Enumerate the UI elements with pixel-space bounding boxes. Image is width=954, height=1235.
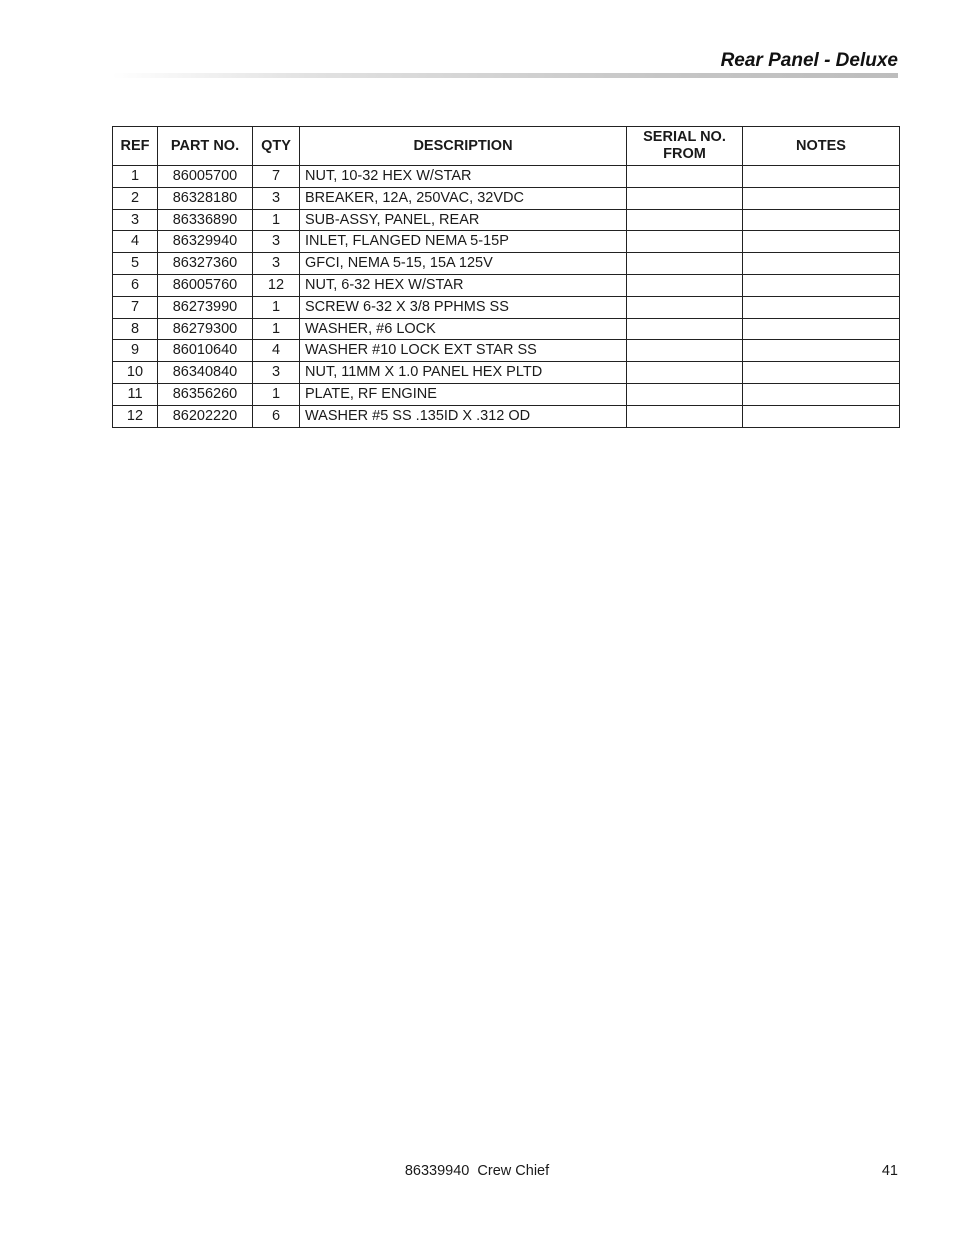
- cell-serial-no-from: [627, 166, 743, 188]
- cell-qty: 1: [253, 296, 300, 318]
- cell-qty: 3: [253, 187, 300, 209]
- cell-notes: [743, 405, 900, 427]
- cell-notes: [743, 187, 900, 209]
- cell-serial-no-from: [627, 231, 743, 253]
- cell-description: WASHER, #6 LOCK: [300, 318, 627, 340]
- page-title: Rear Panel - Deluxe: [720, 50, 898, 71]
- cell-serial-no-from: [627, 405, 743, 427]
- column-header-description: DESCRIPTION: [300, 127, 627, 166]
- cell-ref: 12: [113, 405, 158, 427]
- column-header-ref: REF: [113, 127, 158, 166]
- cell-ref: 11: [113, 383, 158, 405]
- cell-part-no: 86340840: [158, 362, 253, 384]
- cell-notes: [743, 253, 900, 275]
- cell-description: GFCI, NEMA 5-15, 15A 125V: [300, 253, 627, 275]
- table-row: [113, 274, 900, 296]
- cell-part-no: 86356260: [158, 383, 253, 405]
- cell-part-no: 86327360: [158, 253, 253, 275]
- table-row: [113, 253, 900, 275]
- cell-notes: [743, 383, 900, 405]
- cell-ref: 4: [113, 231, 158, 253]
- cell-description: SCREW 6-32 X 3/8 PPHMS SS: [300, 296, 627, 318]
- cell-qty: 6: [253, 405, 300, 427]
- parts-table: [112, 126, 900, 428]
- cell-qty: 3: [253, 362, 300, 384]
- cell-ref: 1: [113, 166, 158, 188]
- cell-ref: 3: [113, 209, 158, 231]
- cell-ref: 2: [113, 187, 158, 209]
- footer-document-label: 86339940 Crew Chief: [404, 1163, 550, 1179]
- cell-qty: 7: [253, 166, 300, 188]
- column-header-part-no: PART NO.: [158, 127, 253, 166]
- cell-ref: 6: [113, 274, 158, 296]
- cell-qty: 12: [253, 274, 300, 296]
- cell-notes: [743, 318, 900, 340]
- cell-serial-no-from: [627, 253, 743, 275]
- cell-description: WASHER #5 SS .135ID X .312 OD: [300, 405, 627, 427]
- cell-serial-no-from: [627, 318, 743, 340]
- cell-description: SUB-ASSY, PANEL, REAR: [300, 209, 627, 231]
- cell-part-no: 86005760: [158, 274, 253, 296]
- table-header-row: [113, 127, 900, 166]
- cell-description: PLATE, RF ENGINE: [300, 383, 627, 405]
- table-row: [113, 187, 900, 209]
- cell-description: NUT, 10-32 HEX W/STAR: [300, 166, 627, 188]
- cell-notes: [743, 296, 900, 318]
- cell-part-no: 86279300: [158, 318, 253, 340]
- cell-notes: [743, 274, 900, 296]
- table-row: [113, 209, 900, 231]
- cell-part-no: 86202220: [158, 405, 253, 427]
- cell-qty: 4: [253, 340, 300, 362]
- cell-description: WASHER #10 LOCK EXT STAR SS: [300, 340, 627, 362]
- cell-ref: 5: [113, 253, 158, 275]
- cell-qty: 3: [253, 231, 300, 253]
- table-row: [113, 318, 900, 340]
- cell-serial-no-from: [627, 383, 743, 405]
- cell-notes: [743, 231, 900, 253]
- cell-description: NUT, 6-32 HEX W/STAR: [300, 274, 627, 296]
- cell-ref: 10: [113, 362, 158, 384]
- cell-qty: 1: [253, 318, 300, 340]
- column-header-serial-no-from: SERIAL NO. FROM: [627, 127, 743, 166]
- cell-ref: 9: [113, 340, 158, 362]
- table-row: [113, 405, 900, 427]
- cell-description: INLET, FLANGED NEMA 5-15P: [300, 231, 627, 253]
- cell-part-no: 86336890: [158, 209, 253, 231]
- cell-part-no: 86273990: [158, 296, 253, 318]
- cell-part-no: 86328180: [158, 187, 253, 209]
- cell-qty: 1: [253, 383, 300, 405]
- cell-description: NUT, 11MM X 1.0 PANEL HEX PLTD: [300, 362, 627, 384]
- page-number: 41: [881, 1163, 898, 1179]
- cell-ref: 8: [113, 318, 158, 340]
- table-row: [113, 166, 900, 188]
- cell-notes: [743, 362, 900, 384]
- cell-serial-no-from: [627, 187, 743, 209]
- cell-notes: [743, 340, 900, 362]
- cell-part-no: 86329940: [158, 231, 253, 253]
- table-row: [113, 383, 900, 405]
- cell-description: BREAKER, 12A, 250VAC, 32VDC: [300, 187, 627, 209]
- cell-notes: [743, 209, 900, 231]
- cell-serial-no-from: [627, 296, 743, 318]
- cell-serial-no-from: [627, 209, 743, 231]
- cell-notes: [743, 166, 900, 188]
- cell-qty: 3: [253, 253, 300, 275]
- cell-serial-no-from: [627, 274, 743, 296]
- table-row: [113, 296, 900, 318]
- cell-serial-no-from: [627, 362, 743, 384]
- cell-qty: 1: [253, 209, 300, 231]
- table-row: [113, 231, 900, 253]
- table-row: [113, 362, 900, 384]
- column-header-qty: QTY: [253, 127, 300, 166]
- header-divider: [112, 73, 898, 78]
- cell-part-no: 86005700: [158, 166, 253, 188]
- cell-serial-no-from: [627, 340, 743, 362]
- table-row: [113, 340, 900, 362]
- cell-part-no: 86010640: [158, 340, 253, 362]
- column-header-notes: NOTES: [743, 127, 900, 166]
- cell-ref: 7: [113, 296, 158, 318]
